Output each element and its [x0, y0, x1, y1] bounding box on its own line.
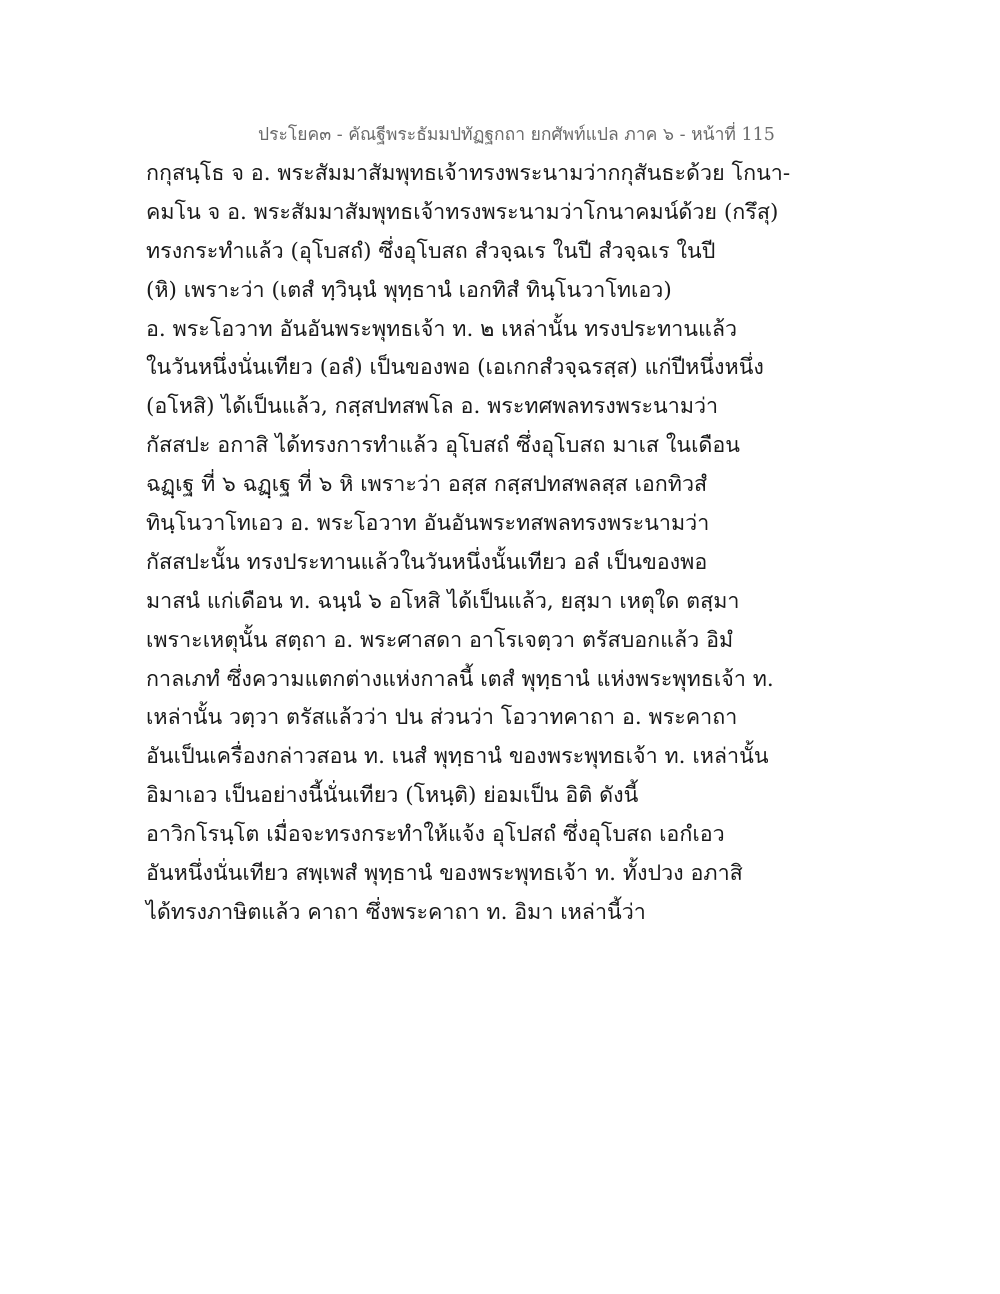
- text-line: (อโหสิ) ได้เป็นแล้ว, กสฺสปทสพโล อ. พระทศพลทรงพระนามว่า: [146, 394, 719, 420]
- text-line: อันเป็นเครื่องกล่าวสอน ท. เนสํ พุทฺธานํ ของพระพุทธเจ้า ท. เหล่านั้น: [146, 744, 769, 770]
- text-line: ฉฏฺเฐ ที่ ๖ ฉฏฺเฐ ที่ ๖ หิ เพราะว่า อสฺส กสฺสปทสพลสฺส เอกทิวสํ: [146, 472, 708, 498]
- text-line: ทินฺโนวาโทเอว อ. พระโอวาท อันอันพระทสพลทรงพระนามว่า: [146, 511, 710, 537]
- text-line: อันหนึ่งนั่นเทียว สพฺเพสํ พุทฺธานํ ของพระพุทธเจ้า ท. ทั้งปวง อภาสิ: [146, 861, 743, 887]
- text-line: เหล่านั้น วตฺวา ตรัสแล้วว่า ปน ส่วนว่า โอวาทคาถา อ. พระคาถา: [146, 705, 738, 731]
- text-line: (หิ) เพราะว่า (เตสํ ทฺวินฺนํ พุทฺธานํ เอกทิสํ ทินฺโนวาโทเอว): [146, 277, 672, 303]
- text-line: กกุสนฺโธ จ อ. พระสัมมาสัมพุทธเจ้าทรงพระนามว่ากกุสันธะด้วย โกนา-: [146, 161, 791, 186]
- text-line: กัสสปะนั้น ทรงประทานแล้วในวันหนึ่งนั้นเทียว อลํ เป็นของพอ: [146, 549, 708, 575]
- text-line: คมโน จ อ. พระสัมมาสัมพุทธเจ้าทรงพระนามว่าโกนาคมน์ด้วย (กรึสุ): [146, 199, 779, 225]
- text-line: อาวิกโรนฺโต เมื่อจะทรงกระทำให้แจ้ง อุโปสถํ ซึ่งอุโบสถ เอกํเอว: [146, 822, 725, 848]
- text-line: มาสนํ แก่เดือน ท. ฉนฺนํ ๖ อโหสิ ได้เป็นแล้ว, ยสฺมา เหตุใด ตสฺมา: [146, 588, 740, 614]
- page-header: ประโยค๓ - คัณฐีพระธัมมปทัฏฐกถา ยกศัพท์แปล ภาค ๖ - หน้าที่ 115: [258, 125, 775, 145]
- text-line: ได้ทรงภาษิตแล้ว คาถา ซึ่งพระคาถา ท. อิมา เหล่านี้ว่า: [146, 899, 646, 925]
- text-line: เพราะเหตุนั้น สตฺถา อ. พระศาสดา อาโรเจตฺวา ตรัสบอกแล้ว อิมํ: [146, 627, 734, 653]
- body-text: [146, 159, 791, 937]
- text-line: อ. พระโอวาท อันอันพระพุทธเจ้า ท. ๒ เหล่านั้น ทรงประทานแล้ว: [146, 316, 738, 342]
- text-line: ทรงกระทำแล้ว (อุโบสถํ) ซึ่งอุโบสถ สํวจฺฉเร ในปี สํวจฺฉเร ในปี: [146, 238, 716, 264]
- text-line: ในวันหนึ่งนั่นเทียว (อลํ) เป็นของพอ (เอเกกสํวจฺฉรสฺส) แก่ปีหนึ่งหนึ่ง: [146, 355, 764, 381]
- text-line: กัสสปะ อกาสิ ได้ทรงการทำแล้ว อุโบสถํ ซึ่งอุโบสถ มาเส ในเดือน: [146, 433, 740, 459]
- text-line: กาลเภทํ ซึ่งความแตกต่างแห่งกาลนี้ เตสํ พุทฺธานํ แห่งพระพุทธเจ้า ท.: [146, 666, 774, 692]
- text-line: อิมาเอว เป็นอย่างนี้นั่นเทียว (โหนฺติ) ย่อมเป็น อิติ ดังนี้: [146, 783, 639, 809]
